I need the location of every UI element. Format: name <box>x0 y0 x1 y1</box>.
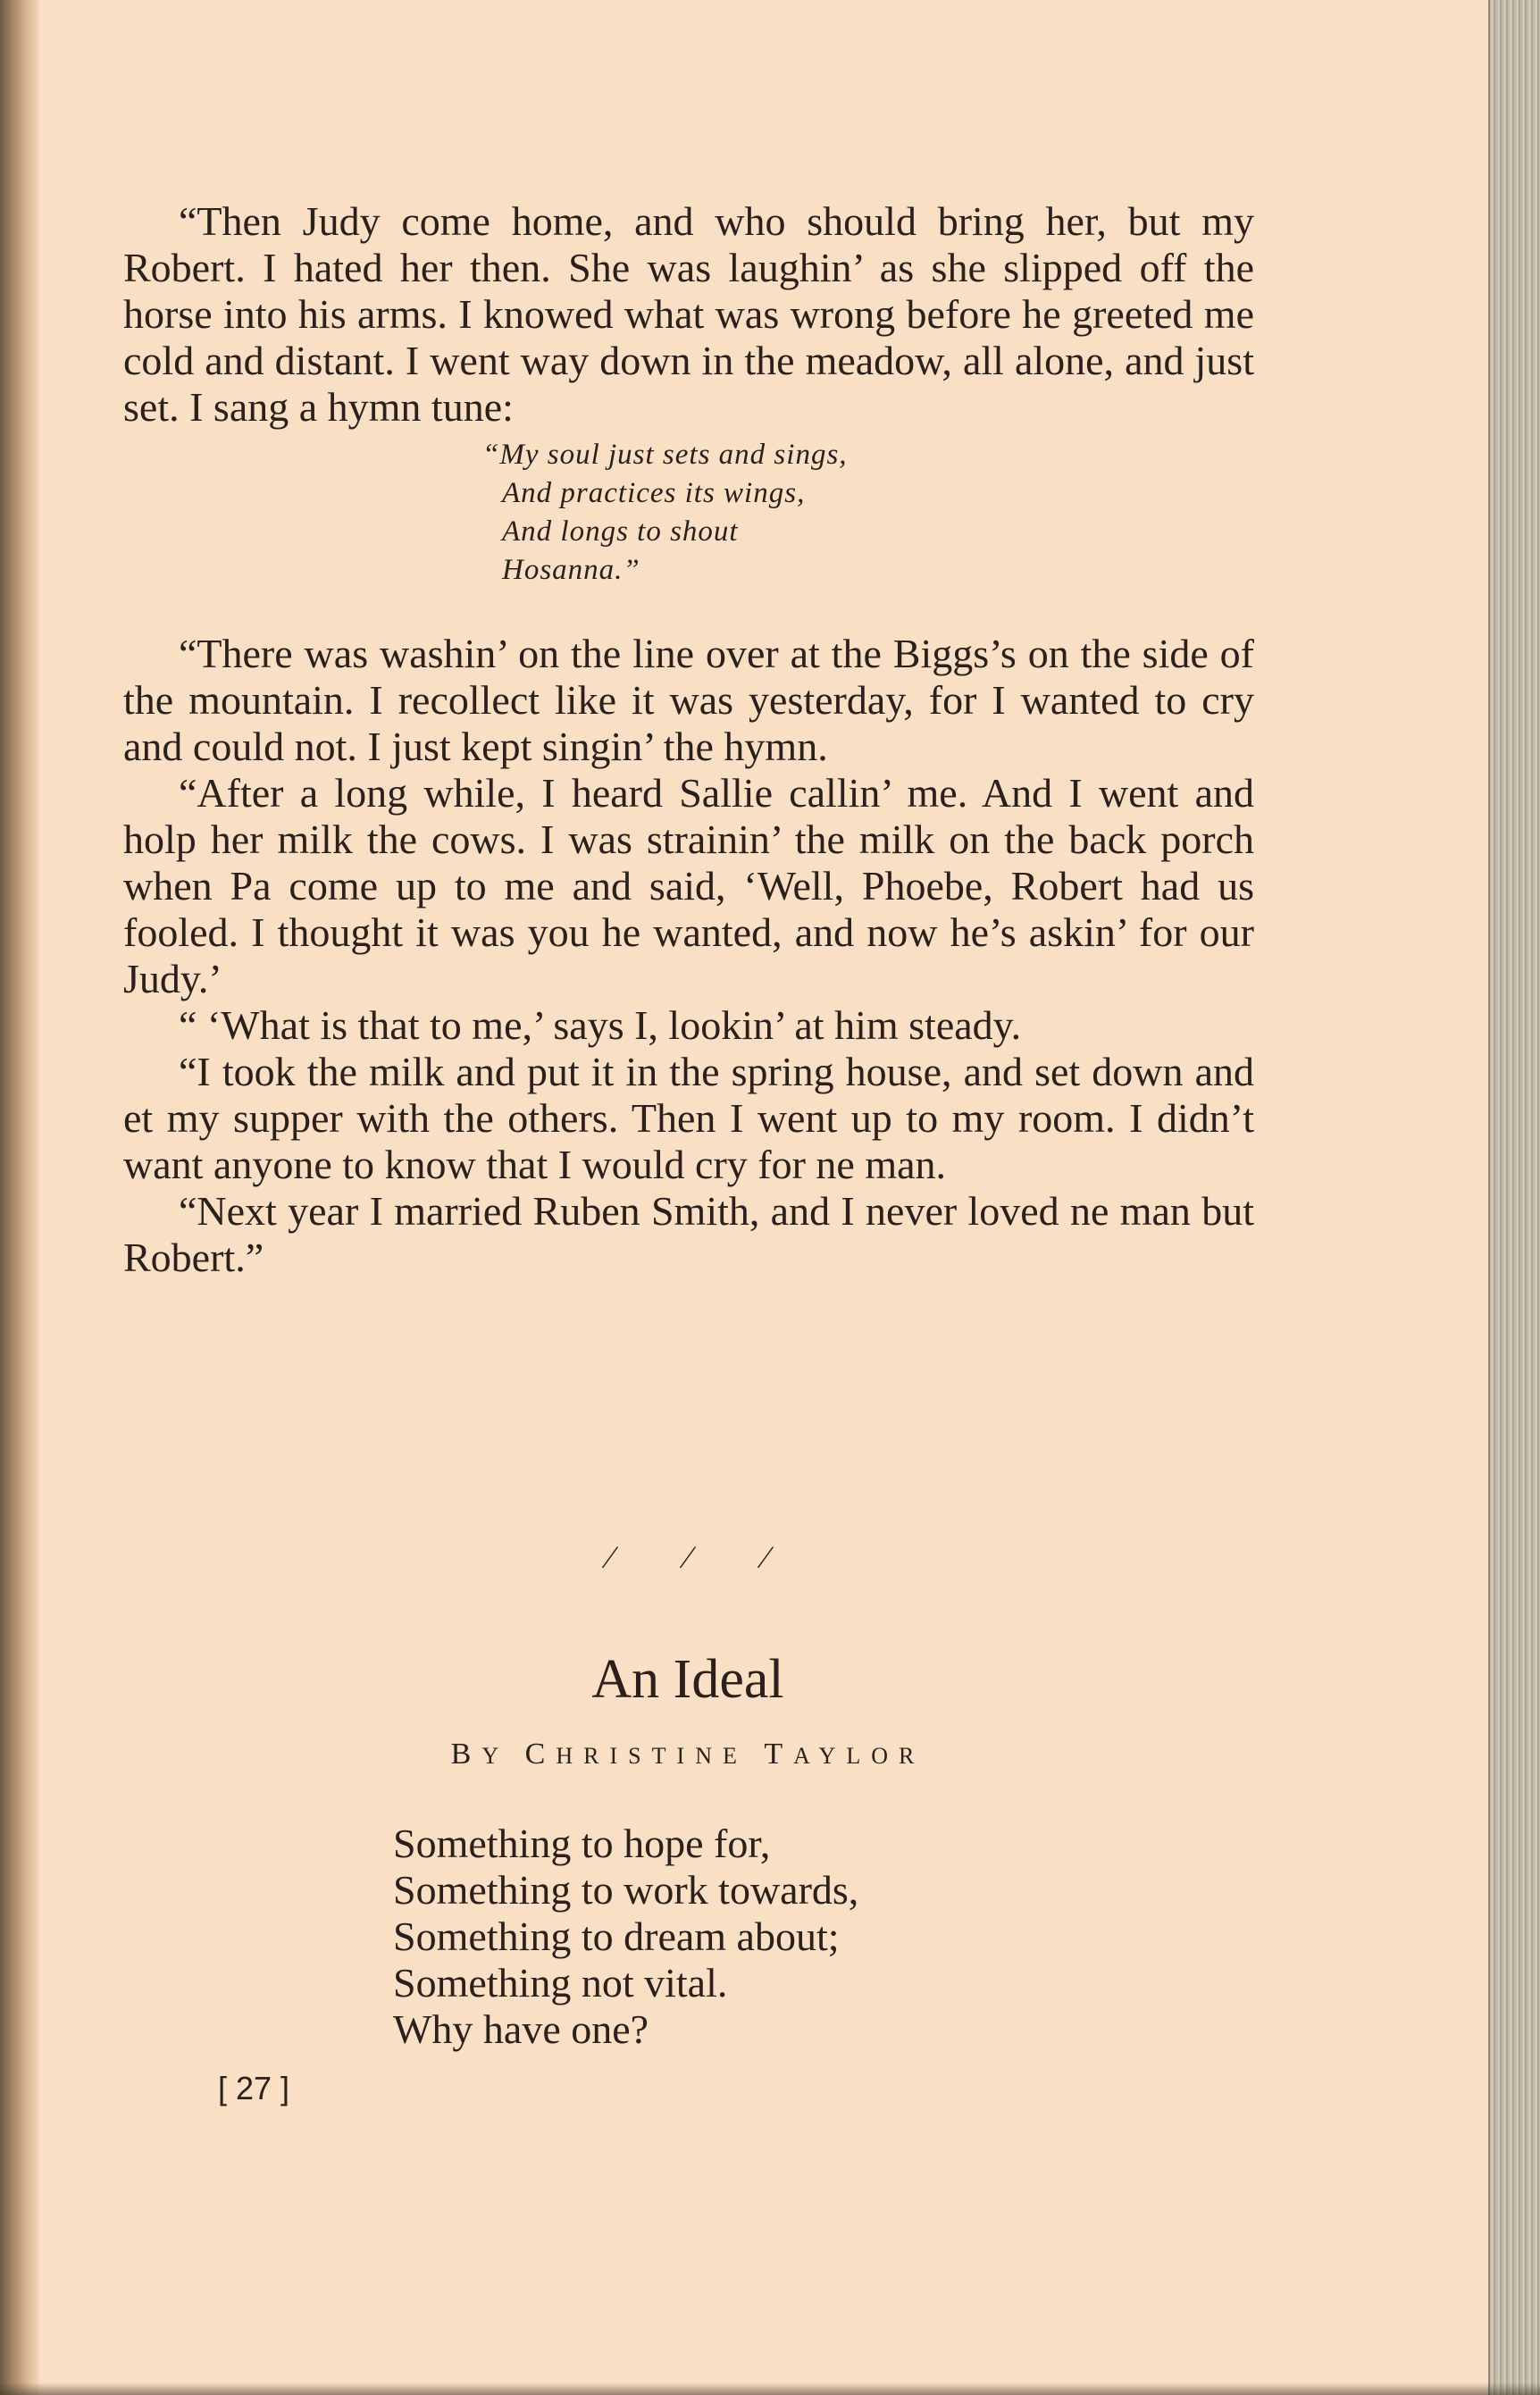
byline-text: BY CHRISTINE TAYLOR <box>450 1738 925 1771</box>
ornament-glyph: ⁄ <box>607 1539 614 1575</box>
hymn-line: And longs to shout <box>502 515 739 548</box>
paragraph-sallie-calling: “After a long while, I heard Sallie callin’ me. And I went and holp her milk the cows. I was strainin’ the milk on the back porch when Pa come up to me and said, ‘Well, Phoebe, Robert had us fooled. I thought it was you he wanted, and now he’s askin’ for our Judy.’ <box>123 770 1254 1001</box>
paragraph-washing-on-line: “There was washin’ on the line over at the Biggs’s on the side of the mountain. I recollect like it was yesterday, for I wanted to cry and could not. I just kept singin’ the hymn. <box>123 631 1254 769</box>
poem-title: An Ideal <box>591 1649 784 1710</box>
poem-body <box>393 1821 858 2053</box>
page-bottom-shadow <box>0 2382 1540 2395</box>
poem-line: Something to hope for, <box>393 1821 771 1866</box>
paragraph-milk-spring-house: “I took the milk and put it in the spring house, and set down and et my supper with the others. Then I went up to my room. I didn’t want anyone to know that I would cry for ne man. <box>123 1049 1254 1187</box>
paragraph-what-is-that: “ ‘What is that to me,’ says I, lookin’ at him steady. <box>179 1002 1022 1048</box>
hymn-verse <box>482 431 1254 631</box>
section-break-ornaments <box>607 1538 768 1574</box>
poem-byline <box>0 1737 1376 1774</box>
ornament-glyph: ⁄ <box>762 1539 768 1575</box>
book-gutter <box>0 0 39 2395</box>
page-number: [ 27 ] <box>218 2070 290 2106</box>
page-fore-edge <box>1488 0 1540 2395</box>
hymn-line: “My soul just sets and sings, <box>482 439 848 471</box>
poem-line: Something to dream about; <box>393 1913 840 1959</box>
poem-line: Something to work towards, <box>393 1867 859 1913</box>
poem-line: Something not vital. <box>393 1960 728 2006</box>
poem-line: Why have one? <box>393 2006 649 2052</box>
paragraph-judy-comes-home: “Then Judy come home, and who should bring her, but my Robert. I hated her then. She was laughin’ as she slipped off the horse into his arms. I knowed what was wrong before he greeted me cold and distant. I went way down in the meadow, all alone, and just set. I sang a hymn tune: <box>123 198 1254 430</box>
paragraph-next-year: “Next year I married Ruben Smith, and I never loved ne man but Robert.” <box>123 1188 1254 1280</box>
ornament-glyph: ⁄ <box>684 1539 690 1575</box>
story-text <box>123 198 1254 1281</box>
hymn-line: Hosanna.” <box>502 554 640 586</box>
hymn-line: And practices its wings, <box>502 477 806 509</box>
